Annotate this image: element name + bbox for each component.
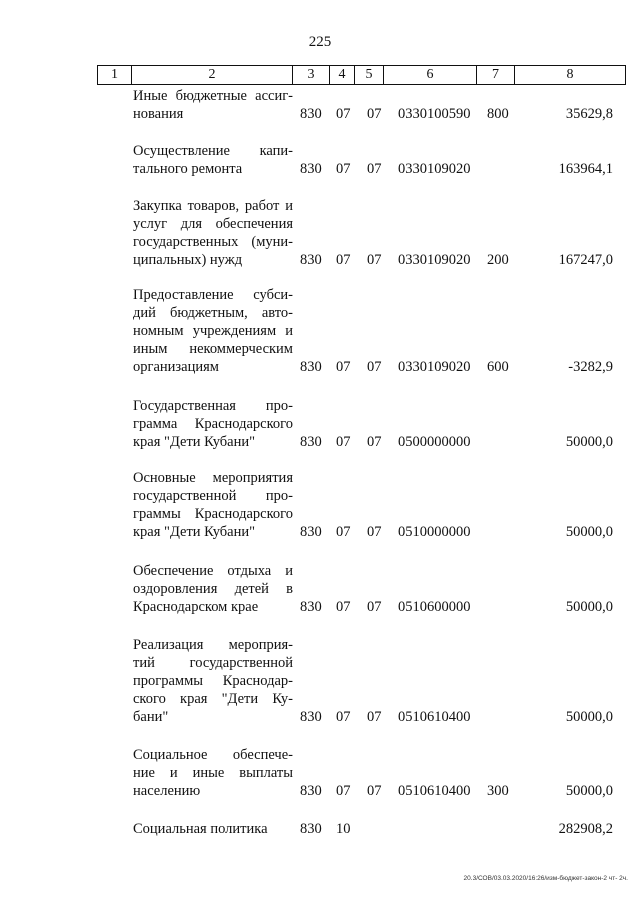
row-col-4: 07 xyxy=(336,599,351,615)
row-col-8: 50000,0 xyxy=(565,434,613,450)
row-col-8: 35629,8 xyxy=(565,106,613,122)
column-header-5: 5 xyxy=(355,66,384,85)
row-col-8: 50000,0 xyxy=(565,783,613,799)
row-col-6: 0330100590 xyxy=(398,106,471,122)
row-col-3: 830 xyxy=(300,434,322,450)
column-header-2: 2 xyxy=(132,66,293,85)
row-col-6: 0510610400 xyxy=(398,783,471,799)
table-row xyxy=(0,560,640,616)
column-header-6: 6 xyxy=(384,66,477,85)
table-row xyxy=(0,395,640,451)
row-col-3: 830 xyxy=(300,161,322,177)
document-footer: 20.3/СОВ/03.03.2020/16:26/изм-бюджет-закон-2 чт- 2ч. xyxy=(463,875,628,882)
row-col-5: 07 xyxy=(367,106,382,122)
row-col-6: 0500000000 xyxy=(398,434,471,450)
row-col-8: 167247,0 xyxy=(558,252,613,268)
row-col-8: 163964,1 xyxy=(558,161,613,177)
row-col-4: 07 xyxy=(336,524,351,540)
row-col-4: 07 xyxy=(336,252,351,268)
row-name: Осуществление капи-тального ремонта xyxy=(133,143,293,177)
row-col-7: 200 xyxy=(487,252,509,268)
row-col-7: 300 xyxy=(487,783,509,799)
table-row xyxy=(0,634,640,726)
row-col-4: 10 xyxy=(336,821,351,837)
row-name: Государственная про-грамма Краснодарского края "Дети Кубани" xyxy=(133,398,293,450)
row-col-8: -3282,9 xyxy=(568,359,613,375)
page-number: 225 xyxy=(308,34,332,50)
row-col-5: 07 xyxy=(367,161,382,177)
row-col-3: 830 xyxy=(300,359,322,375)
row-col-8: 50000,0 xyxy=(565,599,613,615)
row-col-4: 07 xyxy=(336,359,351,375)
table-row xyxy=(0,195,640,269)
row-name: Закупка товаров, работ и услуг для обеспечения государственных (муни-ципальных) нужд xyxy=(133,198,293,268)
row-col-6: 0330109020 xyxy=(398,359,471,375)
row-name: Предоставление субси-дий бюджетным, авто-номным учреждениям и иным некоммерческим организациям xyxy=(133,287,293,375)
column-header-7: 7 xyxy=(477,66,515,85)
table-row xyxy=(0,288,640,376)
column-header-4: 4 xyxy=(330,66,355,85)
row-col-7: 600 xyxy=(487,359,509,375)
table-row xyxy=(0,818,640,838)
row-col-3: 830 xyxy=(300,821,322,837)
row-col-4: 07 xyxy=(336,783,351,799)
table-row xyxy=(0,85,640,123)
row-name: Социальная политика xyxy=(133,821,268,837)
row-col-5: 07 xyxy=(367,709,382,725)
row-col-5: 07 xyxy=(367,599,382,615)
row-col-5: 07 xyxy=(367,524,382,540)
row-name: Реализация мероприя-тий государственной программы Краснодар-ского края "Дети Ку-бани" xyxy=(133,637,293,725)
row-name: Социальное обеспече-ние и иные выплаты населению xyxy=(133,747,293,799)
row-col-3: 830 xyxy=(300,599,322,615)
row-col-3: 830 xyxy=(300,524,322,540)
row-col-5: 07 xyxy=(367,783,382,799)
column-header-3: 3 xyxy=(293,66,330,85)
row-col-6: 0510600000 xyxy=(398,599,471,615)
row-col-8: 50000,0 xyxy=(565,524,613,540)
row-col-6: 0510610400 xyxy=(398,709,471,725)
row-col-8: 282908,2 xyxy=(558,821,613,837)
row-col-6: 0330109020 xyxy=(398,161,471,177)
table-row xyxy=(0,467,640,541)
row-col-5: 07 xyxy=(367,359,382,375)
table-row xyxy=(0,744,640,800)
row-name: Обеспечение отдыха и оздоровления детей в Краснодарском крае xyxy=(133,563,293,615)
row-name: Основные мероприятия государственной про-граммы Краснодарского края "Дети Кубани" xyxy=(133,470,293,540)
column-header-1: 1 xyxy=(98,66,132,85)
table-row xyxy=(0,140,640,178)
row-name: Иные бюджетные ассиг-нования xyxy=(133,88,293,122)
column-header-table xyxy=(97,65,626,85)
row-col-7: 800 xyxy=(487,106,509,122)
row-col-8: 50000,0 xyxy=(565,709,613,725)
row-col-4: 07 xyxy=(336,434,351,450)
row-col-4: 07 xyxy=(336,709,351,725)
row-col-3: 830 xyxy=(300,709,322,725)
row-col-6: 0510000000 xyxy=(398,524,471,540)
row-col-4: 07 xyxy=(336,161,351,177)
row-col-6: 0330109020 xyxy=(398,252,471,268)
row-col-3: 830 xyxy=(300,252,322,268)
row-col-3: 830 xyxy=(300,106,322,122)
row-col-5: 07 xyxy=(367,434,382,450)
row-col-5: 07 xyxy=(367,252,382,268)
column-header-8: 8 xyxy=(515,66,626,85)
row-col-3: 830 xyxy=(300,783,322,799)
row-col-4: 07 xyxy=(336,106,351,122)
